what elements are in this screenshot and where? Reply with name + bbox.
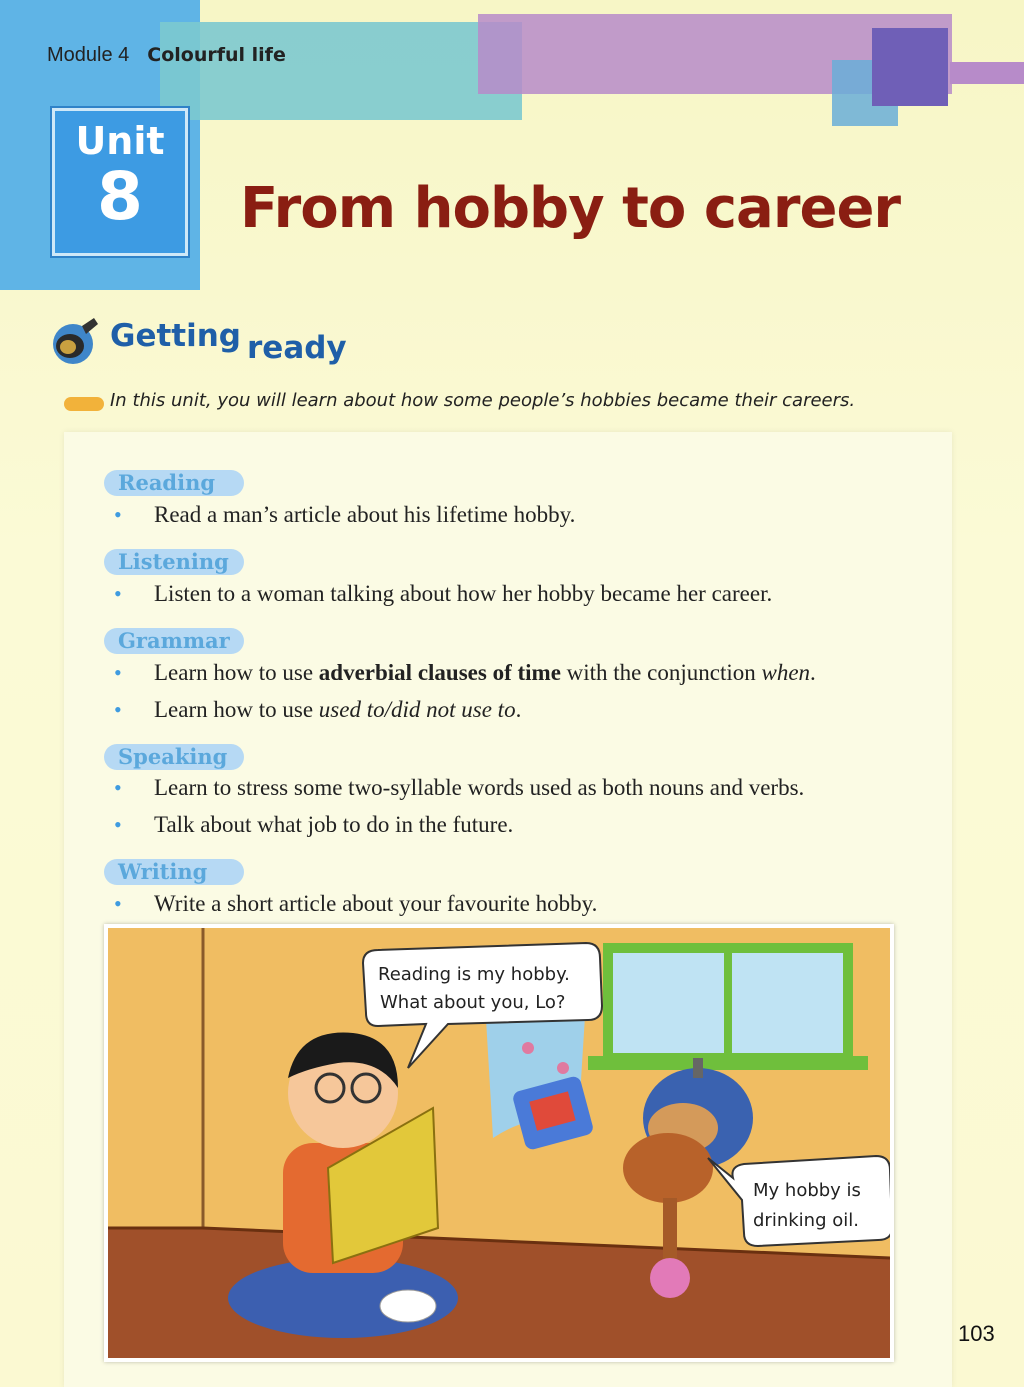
bullet-icon: •	[114, 891, 122, 916]
section-label-reading: Reading	[104, 470, 244, 496]
list-item: • Learn to stress some two-syllable words used as both nouns and verbs.	[114, 775, 805, 800]
intro-marker	[64, 397, 104, 411]
bullet-icon: •	[114, 502, 122, 527]
section-label-writing: Writing	[104, 859, 244, 885]
list-item: • Learn how to use adverbial clauses of time with the conjunction when.	[114, 660, 816, 685]
boy-shoe	[380, 1290, 436, 1322]
list-item: • Learn how to use used to/did not use to.	[114, 697, 522, 722]
module-title: Colourful life	[147, 44, 286, 66]
objectives-panel	[64, 432, 952, 1387]
list-item: • Talk about what job to do in the future.	[114, 812, 514, 837]
list-item: • Listen to a woman talking about how her hobby became her career.	[114, 581, 773, 606]
unit-word: Unit	[75, 119, 165, 163]
window-sill	[588, 1056, 868, 1070]
bullet-icon: •	[114, 660, 122, 685]
robot-wheel	[650, 1258, 690, 1298]
section-label-listening: Listening	[104, 549, 244, 575]
getting-ready-heading	[110, 318, 347, 366]
bubble-boy-line1: Reading is my hobby.	[378, 964, 570, 985]
bubble-boy-line2: What about you, Lo?	[380, 992, 566, 1013]
module-label: Module 4	[47, 44, 130, 66]
gramophone-icon	[48, 316, 102, 366]
list-item: • Read a man’s article about his lifetime hobby.	[114, 502, 576, 527]
robot-body	[623, 1133, 713, 1203]
section-label-grammar: Grammar	[104, 628, 244, 654]
cartoon-illustration	[104, 924, 894, 1362]
list-item: • Write a short article about your favourite hobby.	[114, 891, 598, 916]
bubble-robot-line1: My hobby is	[753, 1180, 861, 1201]
bullet-icon: •	[114, 581, 122, 606]
page-number: 103	[958, 1321, 995, 1346]
robot-leg	[663, 1198, 677, 1268]
module-heading	[47, 44, 286, 67]
bullet-icon: •	[114, 812, 122, 837]
intro-text: In this unit, you will learn about how some people’s hobbies became their careers.	[110, 390, 856, 411]
unit-badge	[52, 108, 188, 256]
bullet-icon: •	[114, 775, 122, 800]
section-label-speaking: Speaking	[104, 744, 244, 770]
getting-ready-word2: ready	[247, 330, 347, 366]
header-purple-tail	[950, 62, 1024, 84]
unit-number: 8	[97, 158, 143, 235]
page-title: From hobby to career	[240, 176, 901, 241]
cartoon-scene	[108, 928, 890, 1358]
header-square-dark	[872, 28, 948, 106]
bullet-icon: •	[114, 697, 122, 722]
getting-ready-word1: Getting	[110, 318, 241, 354]
header-teal-band	[160, 22, 522, 120]
bubble-robot-line2: drinking oil.	[753, 1210, 859, 1231]
